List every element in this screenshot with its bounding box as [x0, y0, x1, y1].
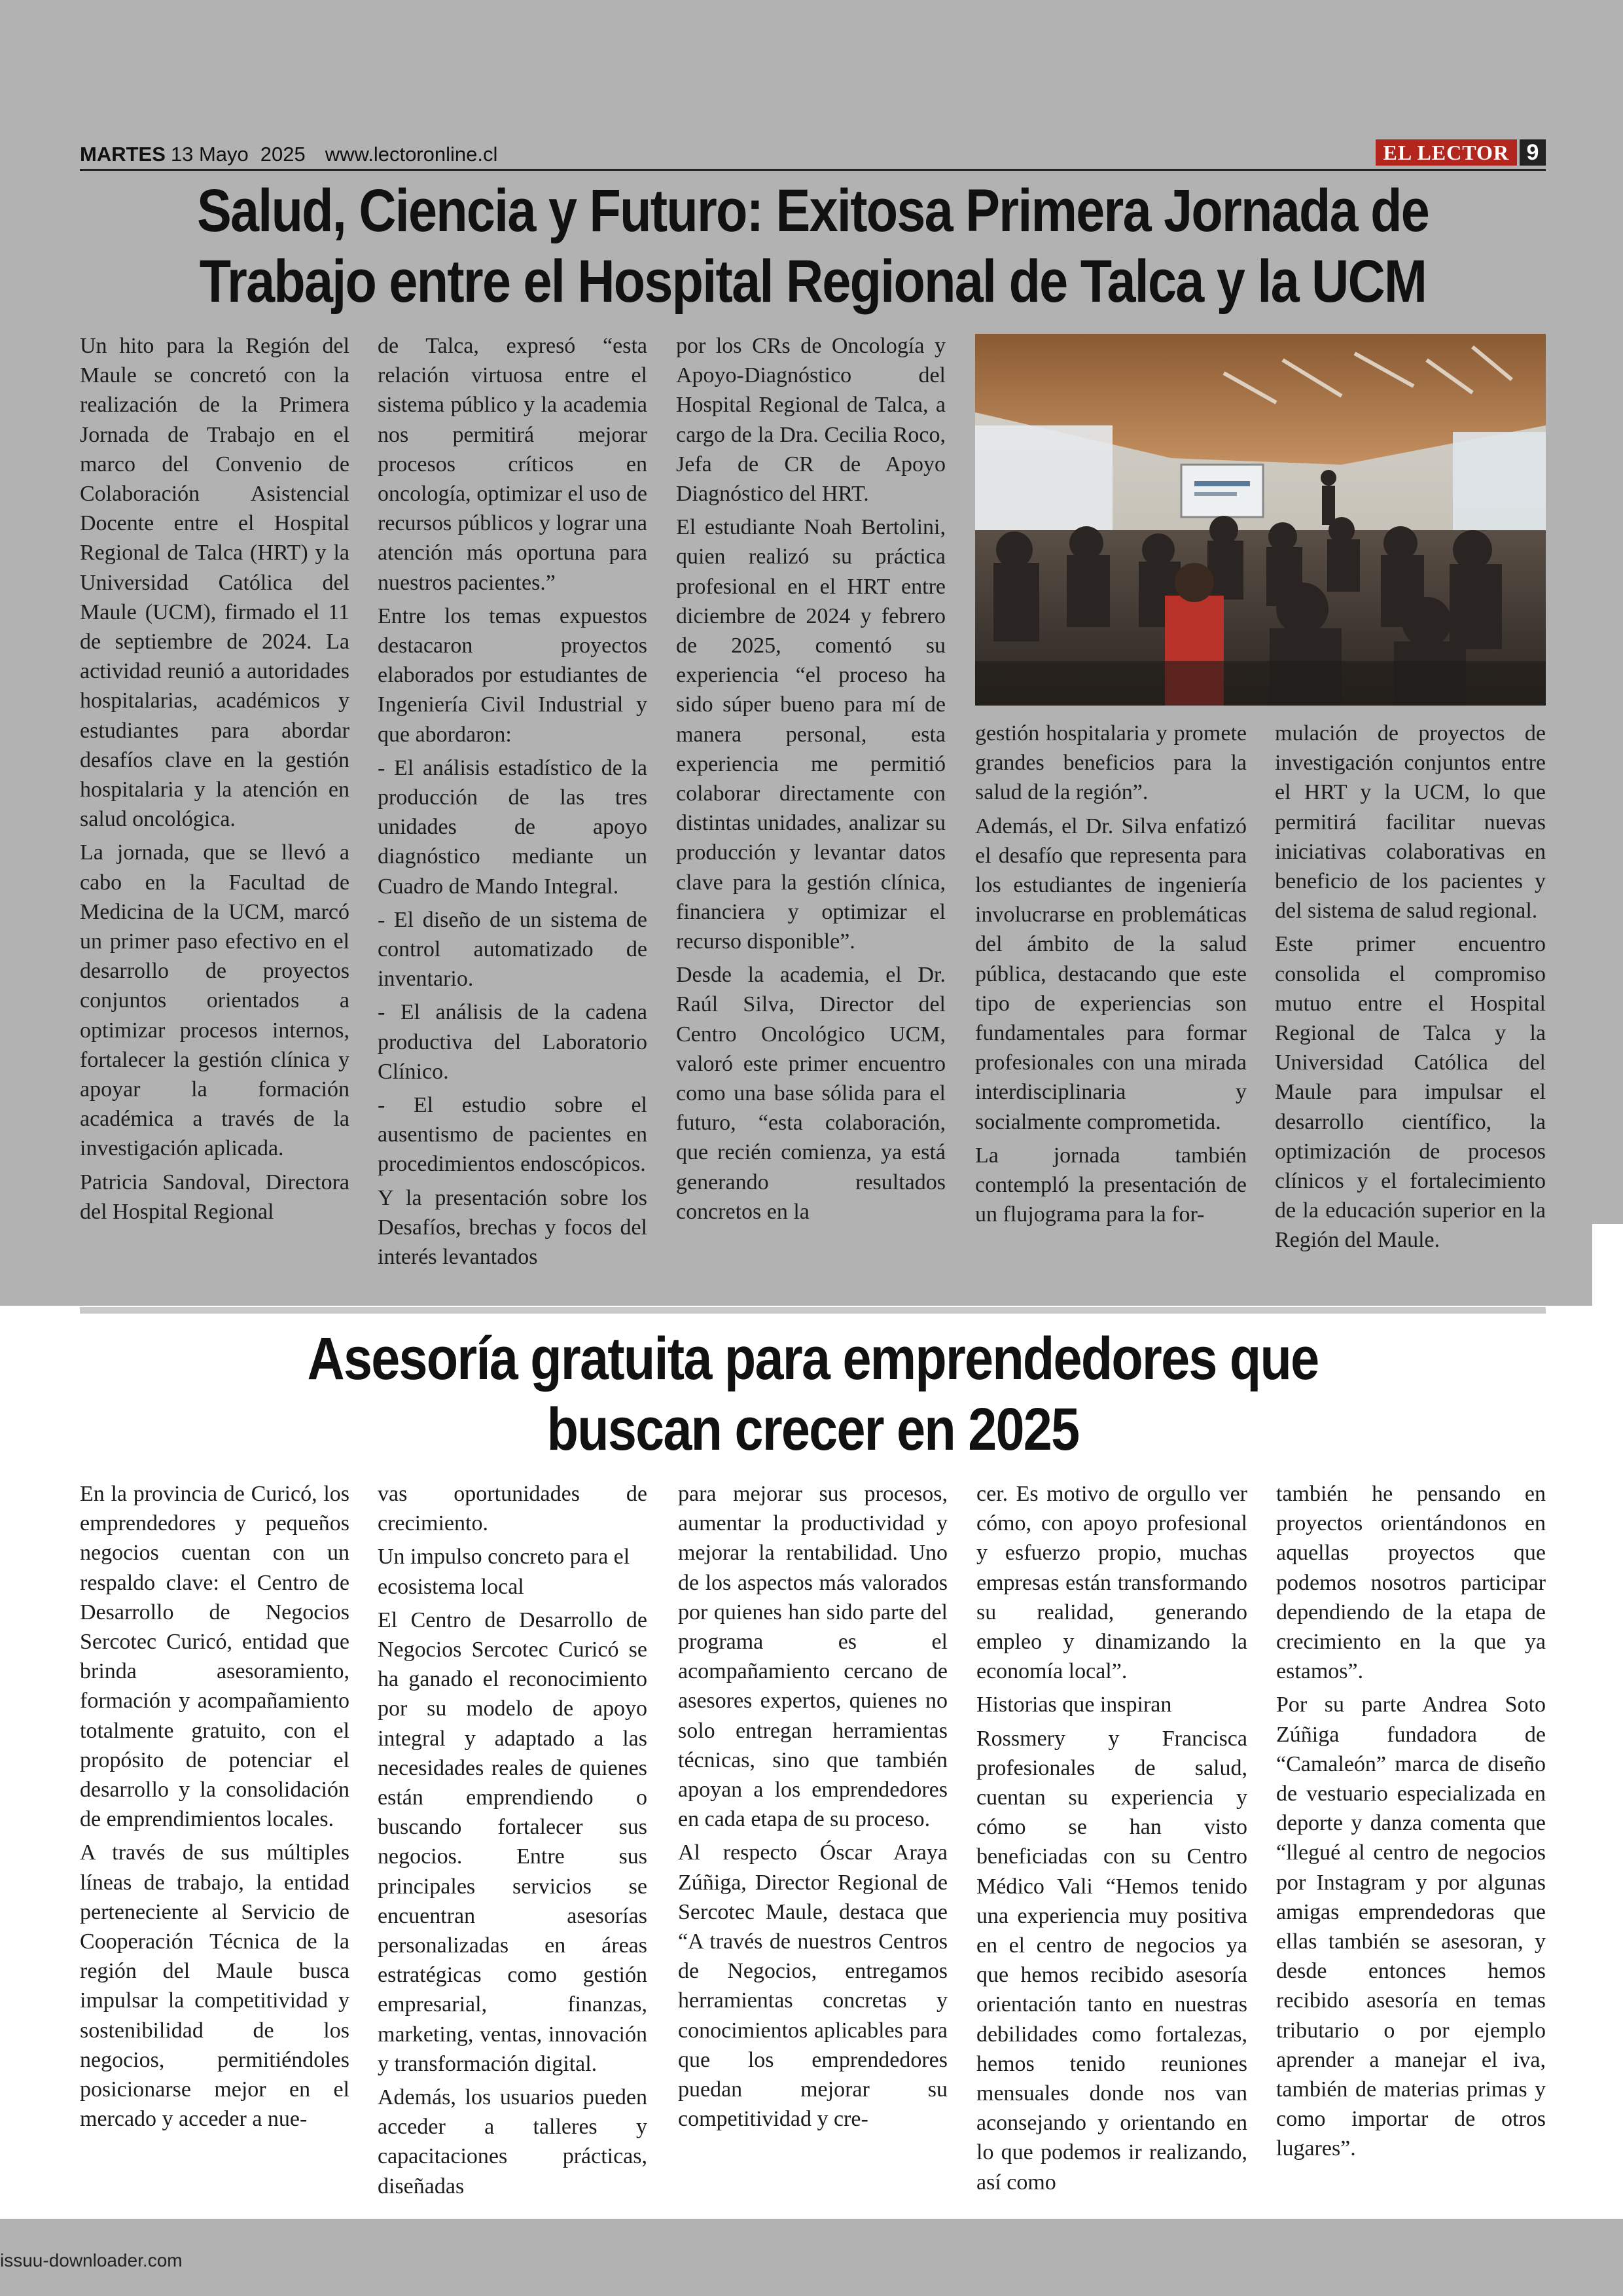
paragraph: Este primer encuentro consolida el compromiso mutuo entre el Hospital Regional de Talca y la Universidad Católica del Maule para impulsar el desarrollo científico, la optimización de procesos clínicos y el fortalecimiento de la educación superior en la Región del Maule.: [1275, 932, 1546, 1253]
paragraph: Patricia Sandoval, Directora del Hospital Regional: [80, 1170, 349, 1224]
page-edge: [1592, 1224, 1623, 1309]
paragraph: cer. Es motivo de orgullo ver cómo, con apoyo profesional y esfuerzo propio, muchas empresas están transformando su realidad, generando empleo y dinamizando la economía local”.: [976, 1482, 1247, 1684]
paragraph: - El estudio sobre el ausentismo de pacientes en procedimientos endoscópicos.: [378, 1093, 647, 1177]
header-website-link[interactable]: www.lectoronline.cl: [325, 143, 498, 166]
auditorium-photo-illustration: [975, 334, 1546, 706]
paragraph: Además, el Dr. Silva enfatizó el desafío que representa para los estudiantes de ingeniería involucrarse en problemáticas del ámbito de la salud pública, destacando que este tipo de experiencias son fundamentales para formar profesionales con una mirada interdisciplinaria y socialmente comprometida.: [975, 814, 1247, 1134]
article1-headline-line1: Salud, Ciencia y Futuro: Exitosa Primera Jornada de: [196, 177, 1429, 244]
paragraph: Un hito para la Región del Maule se concretó con la realización de la Primera Jornada de Trabajo en el marco del Convenio de Colaboración Asistencial Docente entre el Hospital Regional de Talca (HRT) y la Universidad Católica del Maule (UCM), firmado el 11 de septiembre de 2024. La actividad reunió a autoridades hospitalarias, académicos y estudiantes para abordar desafíos clave en la gestión hospitalaria y la atención en salud oncológica.: [80, 334, 349, 832]
paragraph: En la provincia de Curicó, los emprendedores y pequeños negocios cuentan con un respaldo clave: el Centro de Desarrollo de Negocios Sercotec Curicó, entidad que brinda asesoramiento, formación y acompañamiento totalmente gratuito, con el propósito de potenciar el desarrollo y la consolidación de emprendimientos locales.: [80, 1482, 349, 1832]
article2-column-3: [678, 1479, 948, 2138]
paragraph: para mejorar sus procesos, aumentar la productividad y mejorar la rentabilidad. Uno de los aspectos más valorados por quienes han sido parte del programa es el acompañamiento cercano de asesores expertos, quienes no solo entregan herramientas técnicas, sino que también apoyan a los emprendedores en cada etapa de su proceso.: [678, 1482, 948, 1832]
paragraph: por los CRs de Oncología y Apoyo-Diagnóstico del Hospital Regional de Talca, a cargo de la Dra. Cecilia Roco, Jefa de CR de Apoyo Diagnóstico del HRT.: [676, 334, 946, 507]
article1-headline: [183, 175, 1443, 317]
article1-column-3: [676, 331, 946, 1230]
article2-column-4: [976, 1479, 1247, 2201]
paragraph: El Centro de Desarrollo de Negocios Sercotec Curicó se ha ganado el reconocimiento por su modelo de apoyo integral y adaptado a las necesidades reales de quienes están emprendiendo o buscando fortalecer sus negocios. Entre sus principales servicios se encuentran asesorías personalizadas en áreas estratégicas como gestión empresarial, finanzas, marketing, ventas, innovación y transformación digital.: [378, 1607, 647, 2076]
newspaper-header: [80, 140, 1546, 171]
paragraph: Entre los temas expuestos destacaron proyectos elaborados por estudiantes de Ingeniería Civil Industrial y que abordaron:: [378, 603, 647, 747]
paragraph: vas oportunidades de crecimiento.: [378, 1482, 647, 1536]
header-year: 2025: [260, 143, 306, 166]
subheading: Historias que inspiran: [976, 1693, 1172, 1717]
section-divider: [80, 1307, 1546, 1314]
article2-headline: [183, 1323, 1443, 1465]
article1-column-2: [378, 331, 647, 1276]
paragraph: Además, los usuarios pueden acceder a talleres y capacitaciones prácticas, diseñadas: [378, 2085, 647, 2198]
brand-logo: EL LECTOR: [1376, 139, 1517, 166]
paragraph: El estudiante Noah Bertolini, quien realizó su práctica profesional en el HRT entre diciembre de 2024 y febrero de 2025, comentó su experiencia “el proceso ha sido súper bueno para mí de manera personal, esta experiencia me permitió colaborar directamente con distintas unidades, analizar su producción y levantar datos clave para la gestión clínica, financiera y optimizar el recurso disponible”.: [676, 515, 946, 954]
paragraph: Y la presentación sobre los Desafíos, brechas y focos del interés levantados: [378, 1185, 647, 1270]
header-day: MARTES: [80, 143, 166, 166]
header-date: 13 Mayo: [170, 143, 249, 166]
paragraph: Al respecto Óscar Araya Zúñiga, Director Regional de Sercotec Maule, destaca que “A través de nuestros Centros de Negocios, entregamos herramientas concretas y conocimientos aplicables para que los emprendedores puedan mejorar su competitividad y cre-: [678, 1840, 948, 2132]
article2-column-5: [1276, 1479, 1546, 2168]
newspaper-brand: [1376, 139, 1546, 166]
event-photo: [975, 334, 1546, 706]
paragraph: - El análisis estadístico de la producción de las tres unidades de apoyo diagnóstico mediante un Cuadro de Mando Integral.: [378, 755, 647, 899]
article1-column-1: [80, 331, 349, 1230]
paragraph: gestión hospitalaria y promete grandes beneficios para la salud de la región”.: [975, 721, 1247, 805]
page-number: 9: [1520, 139, 1546, 166]
paragraph: A través de sus múltiples líneas de trabajo, la entidad perteneciente al Servicio de Cooperación Técnica de la región del Maule busca impulsar la competitividad y sostenibilidad de los negocios, permitiéndoles posicionarse mejor en el mercado y acceder a nue-: [80, 1840, 349, 2132]
paragraph: - El análisis de la cadena productiva del Laboratorio Clínico.: [378, 1000, 647, 1084]
paragraph: La jornada también contempló la presentación de un flujograma para la for-: [975, 1143, 1247, 1227]
paragraph: mulación de proyectos de investigación conjuntos entre el HRT y la UCM, lo que permitirá facilitar nuevas iniciativas colaborativas en beneficio de los pacientes y del sistema de salud regional.: [1275, 721, 1546, 924]
paragraph: Por su parte Andrea Soto Zúñiga fundadora de “Camaleón” marca de diseño de vestuario especializada en deporte y danza comenta que “llegué al centro de negocios por Instagram y por algunas amigas emprendedoras que ellas también se asesoran, y desde entonces hemos recibido asesoría en temas tributario o por ejemplo aprender a manejar el iva, también de materias primas y como importar de otros lugares”.: [1276, 1693, 1546, 2161]
article1-column-5: [1275, 719, 1546, 1259]
article1-headline-line2: Trabajo entre el Hospital Regional de Talca y la UCM: [199, 248, 1427, 315]
paragraph: de Talca, expresó “esta relación virtuosa entre el sistema público y la academia nos permitirá mejorar procesos críticos en oncología, optimizar el uso de recursos públicos y lograr una atención más oportuna para nuestros pacientes.”: [378, 334, 647, 595]
footer-credit-link[interactable]: issuu-downloader.com: [0, 2250, 183, 2270]
subheading: Un impulso concreto para el ecosistema local: [378, 1545, 630, 1599]
paragraph: Desde la academia, el Dr. Raúl Silva, Director del Centro Oncológico UCM, valoró este primer encuentro como una base sólida para el futuro, “esta colaboración, que recién comienza, ya está generando resultados concretos en la: [676, 963, 946, 1224]
article2-headline-line1: Asesoría gratuita para emprendedores que: [307, 1325, 1319, 1392]
footer-bar: [0, 2219, 1623, 2296]
article1-column-4: [975, 719, 1247, 1233]
article2-headline-line2: buscan crecer en 2025: [546, 1396, 1079, 1463]
article2-column-2: [378, 1479, 647, 2205]
paragraph: - El diseño de un sistema de control automatizado de inventario.: [378, 907, 647, 992]
paragraph: La jornada, que se llevó a cabo en la Facultad de Medicina de la UCM, marcó un primer paso efectivo en el desarrollo de proyectos conjuntos orientados a optimizar procesos internos, fortalecer la gestión clínica y apoyar la formación académica a través de la investigación aplicada.: [80, 840, 349, 1161]
article2-column-1: [80, 1479, 349, 2138]
paragraph: Rossmery y Francisca profesionales de salud, cuentan su experiencia y cómo se han visto beneficiadas con su Centro Médico Vali “Hemos tenido una experiencia muy positiva en el centro de negocios ya que hemos recibido asesoría orientación tanto en nuestras debilidades como fortalezas, hemos tenido reuniones mensuales donde nos van aconsejando y orientando en lo que podemos ir realizando, así como: [976, 1726, 1247, 2195]
paragraph: también he pensando en proyectos orientándonos en aquellas proyectos que podemos nosotros participar dependiendo de la etapa de crecimiento en la que ya estamos”.: [1276, 1482, 1546, 1684]
